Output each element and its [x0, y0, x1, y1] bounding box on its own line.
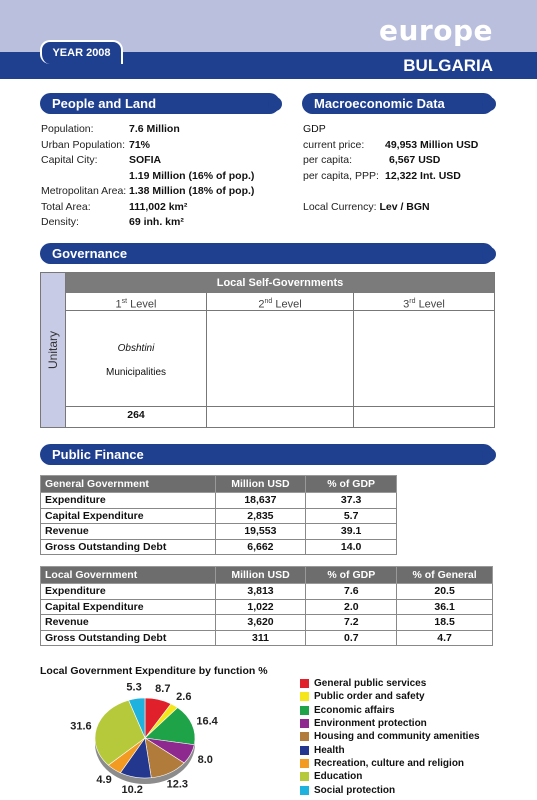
legend-item — [300, 704, 480, 717]
legend-swatch — [300, 746, 309, 755]
legend-label: General public services — [314, 678, 427, 690]
section-macro: Macroeconomic Data — [302, 93, 494, 114]
table-row: Capital Expenditure 2,835 5.7 — [41, 508, 397, 524]
people-land-row: 1.19 Million (16% of pop.) — [129, 169, 255, 182]
governance-header: Local Self-Governments — [66, 273, 494, 293]
legend-label: Housing and community amenities — [314, 731, 480, 743]
governance-table — [40, 272, 495, 428]
people-land-row: Total Area: 111,002 km² — [41, 200, 188, 213]
legend-item — [300, 690, 480, 703]
legend-swatch — [300, 786, 309, 795]
legend-item — [300, 717, 480, 730]
pie-value-label: 5.3 — [126, 681, 142, 694]
macro-row: per capita, PPP: 12,322 Int. USD — [303, 169, 461, 182]
macro-gdp-label: GDP — [303, 123, 326, 135]
macro-row: current price: 49,953 Million USD — [303, 138, 479, 151]
legend-item — [300, 757, 480, 770]
table-header: % of GDP — [306, 476, 397, 493]
legend-swatch — [300, 719, 309, 728]
legend-label: Education — [314, 771, 363, 783]
macro-row: per capita: 6,567 USD — [303, 154, 441, 166]
people-land-row: Urban Population: 71% — [41, 138, 151, 151]
governance-level-1: 1st Level Obshtini Municipalities 264 — [66, 293, 207, 427]
legend-item — [300, 770, 480, 783]
legend-label: Health — [314, 744, 345, 756]
governance-level-3: 3rd Level — [354, 293, 494, 427]
level1-english: Municipalities — [105, 367, 167, 378]
year-badge: YEAR 2008 — [40, 40, 123, 64]
expenditure-pie-chart — [0, 680, 290, 800]
level1-name: Obshtini — [117, 343, 155, 354]
governance-level-2: 2nd Level — [207, 293, 354, 427]
level1-count: 264 — [127, 409, 145, 421]
pie-value-label: 16.4 — [196, 715, 218, 728]
pie-value-label: 31.6 — [70, 720, 92, 733]
legend-label: Environment protection — [314, 718, 427, 730]
legend-swatch — [300, 732, 309, 741]
table-header: % of GDP — [306, 567, 397, 584]
table-header: Million USD — [215, 476, 306, 493]
legend-swatch — [300, 772, 309, 781]
legend-label: Recreation, culture and religion — [314, 757, 465, 769]
people-land-list — [41, 122, 254, 231]
table-header: Local Government — [41, 567, 216, 584]
people-land-row: Density: 69 inh. km² — [41, 216, 184, 228]
pie-value-label: 2.6 — [176, 690, 192, 703]
table-header: Million USD — [215, 567, 306, 584]
table-header: % of General — [397, 567, 493, 584]
macro-list — [303, 122, 478, 215]
country-title: BULGARIA — [403, 56, 493, 75]
governance-divider — [66, 406, 494, 407]
legend-swatch — [300, 679, 309, 688]
people-land-row: Metropolitan Area: 1.38 Million (18% of pop.) — [41, 185, 255, 197]
table-header: General Government — [41, 476, 216, 493]
general-government-table — [40, 475, 397, 555]
table-row: Revenue 19,553 39.1 — [41, 524, 397, 540]
pie-value-label: 4.9 — [96, 773, 112, 786]
legend-item — [300, 783, 480, 796]
chart-title: Local Government Expenditure by function % — [40, 665, 268, 677]
macro-currency-row: Local Currency: Lev / BGN — [303, 200, 430, 213]
legend-label: Social protection — [314, 784, 396, 796]
legend-swatch — [300, 692, 309, 701]
table-row: Gross Outstanding Debt 311 0.7 4.7 — [41, 630, 493, 646]
section-governance: Governance — [40, 243, 494, 264]
chart-legend — [300, 677, 480, 797]
legend-label: Economic affairs — [314, 704, 395, 716]
table-row: Expenditure 3,813 7.6 20.5 — [41, 584, 493, 600]
local-government-table — [40, 566, 493, 646]
pie-value-label: 8.0 — [197, 754, 213, 767]
legend-item — [300, 677, 480, 690]
governance-type: Unitary — [41, 273, 66, 427]
table-row: Capital Expenditure 1,022 2.0 36.1 — [41, 599, 493, 615]
legend-swatch — [300, 706, 309, 715]
legend-item — [300, 743, 480, 756]
table-row: Gross Outstanding Debt 6,662 14.0 — [41, 539, 397, 555]
table-row: Revenue 3,620 7.2 18.5 — [41, 615, 493, 631]
pie-value-label: 8.7 — [155, 682, 171, 695]
people-land-row: Population: 7.6 Million — [41, 123, 180, 135]
section-public-finance: Public Finance — [40, 444, 494, 465]
legend-label: Public order and safety — [314, 691, 425, 703]
pie-value-label: 10.2 — [121, 784, 143, 797]
table-row: Expenditure 18,637 37.3 — [41, 493, 397, 509]
legend-item — [300, 730, 480, 743]
people-land-row: Capital City: SOFIA — [41, 154, 162, 166]
region-title: europe — [378, 14, 493, 47]
section-people-land: People and Land — [40, 93, 280, 114]
pie-value-label: 12.3 — [166, 778, 189, 791]
legend-swatch — [300, 759, 309, 768]
